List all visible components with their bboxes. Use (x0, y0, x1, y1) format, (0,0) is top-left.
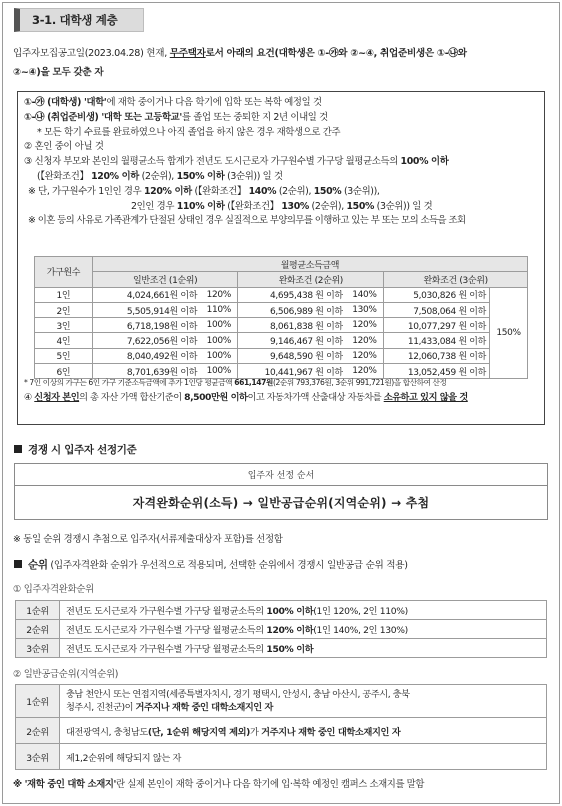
cond-2p-a: 2인인 경우 (131, 200, 177, 212)
rank-subtitle: (입주자격완화 순위가 우선적으로 적용되며, 선택한 순위에서 경쟁시 일반공급 순위 적용) (47, 560, 408, 571)
row-relax2: 4,695,438 원 이하 (238, 287, 346, 302)
cond-student-label: ①-㉮ (대학생) '대학' (24, 97, 107, 108)
square-bullet-icon (14, 560, 22, 568)
row-relax2-pct: 140% (346, 287, 384, 302)
row-relax2-pct: 120% (346, 348, 384, 363)
table-row (35, 333, 528, 348)
note-7-b: 661,147원 (234, 378, 273, 387)
cond-2p-c: (【완화조건】 (224, 200, 282, 212)
row-relax3: 13,052,459 원 이하 (384, 364, 490, 379)
table-row (16, 601, 547, 620)
campus-footnote (13, 776, 424, 790)
cond-jobseeker (24, 111, 538, 126)
cond-income-relax (24, 170, 538, 185)
cond-student (24, 96, 538, 111)
rank-desc-b: 120% 이하 (266, 625, 314, 636)
row-general: 4,024,661원 이하 (92, 287, 200, 302)
cond-2p-g: (3순위)) 일 것 (374, 200, 433, 212)
row-relax2: 9,648,590 원 이하 (238, 348, 346, 363)
cond-jobseeker-text: 를 졸업 또는 중퇴한 지 2년 이내일 것 (181, 111, 328, 123)
cond-income-pct: 100% 이하 (400, 156, 449, 168)
intro-text-3: 로서 아래의 요건(대학생은 ①-㉮와 ②~④, 취업준비생은 ①-㉯와 (205, 48, 467, 59)
rank-label: 1순위 (16, 685, 60, 718)
income-table (34, 256, 528, 379)
row-size: 2인 (35, 302, 93, 317)
header-household: 가구원수 (35, 257, 93, 288)
rank1-line1: 충남 천안시 또는 연접지역(세종특별자치시, 경기 평택시, 안성시, 충남 아산시, 공주시, 충북 (66, 689, 410, 700)
rank-heading (14, 557, 408, 572)
table-row (16, 744, 547, 770)
rank-label: 2순위 (16, 718, 60, 744)
note-7-a: * 7인 이상의 가구는 6인 가구 기준소득금액에 추가 1인당 평균금액 (24, 378, 235, 387)
income-header-row (35, 257, 528, 272)
rank-desc-b: 150% 이하 (266, 644, 314, 655)
rank-label: 3순위 (16, 639, 60, 658)
row-general-pct: 100% (200, 318, 238, 333)
cond-relax-e: (3순위)) 일 것 (224, 170, 283, 182)
row-general-pct: 120% (200, 287, 238, 302)
header-relax2: 완화조건 (2순위) (238, 272, 384, 287)
table-row (16, 685, 547, 718)
table-row (35, 348, 528, 363)
table-notes (24, 376, 544, 406)
row-general: 8,701,639원 이하 (92, 364, 200, 379)
cond-assets (24, 390, 544, 406)
qual-rank-table (15, 600, 547, 658)
row-relax2: 9,146,467 원 이하 (238, 333, 346, 348)
rank-desc-b: 100% 이하 (266, 606, 314, 617)
selection-order-label: 입주자 선정 순서 (15, 464, 548, 486)
row-relax2-pct: 120% (346, 318, 384, 333)
row-size: 1인 (35, 287, 93, 302)
intro-homeless: 무주택자 (169, 48, 206, 59)
row-general: 8,040,492원 이하 (92, 348, 200, 363)
intro-text-1: 입주자모집공고일(2023.04.28) 현재, (13, 48, 170, 59)
row-size: 6인 (35, 364, 93, 379)
eligibility-intro (13, 44, 551, 82)
selection-order-value: 자격완화순위(소득) → 일반공급순위(지역순위) → 추첨 (15, 486, 548, 520)
header-general: 일반조건 (1순위) (92, 272, 238, 287)
row-size: 5인 (35, 348, 93, 363)
rank-desc-c: (1인 140%, 2인 130%) (313, 625, 408, 636)
row-general: 7,622,056원 이하 (92, 333, 200, 348)
competition-title: 경쟁 시 입주자 선정기준 (28, 444, 137, 456)
cond-student-text: 에 재학 중이거나 다음 학기에 입학 또는 복학 예정일 것 (106, 97, 322, 108)
rank-desc (60, 685, 547, 718)
rank2-c: 가 (250, 726, 262, 738)
rank-desc (60, 718, 547, 744)
cond-unmarried: ② 혼인 중이 아닐 것 (24, 141, 104, 153)
asset-e: 이고 자동차가액 산출대상 자동차를 (247, 392, 384, 403)
row-general: 5,505,914원 이하 (92, 302, 200, 317)
rank1-line2 (66, 701, 540, 714)
rank-desc-a: 전년도 도시근로자 가구원수별 가구당 월평균소득의 (66, 625, 267, 636)
section-title: 3-1. 대학생 계층 (14, 8, 144, 32)
cond-2p-b: 110% 이하 (176, 200, 225, 212)
table-row (35, 302, 528, 317)
row-size: 3인 (35, 318, 93, 333)
cond-relax-a: (【완화조건】 (37, 170, 92, 182)
cond-1p-c: (【완화조건】 (191, 185, 249, 197)
cond-income-text: ③ 신청자 부모와 본인의 월평균소득 합계가 전년도 도시근로자 가구원수별 가구당 월평균소득의 (24, 156, 401, 168)
rank-label: 1순위 (16, 601, 60, 620)
rank-desc (60, 639, 547, 658)
cond-note-semester: * 모든 학기 수료를 완료하였으나 아직 졸업을 하지 않은 경우 재학생으로 간주 (37, 126, 341, 138)
row-relax3: 10,077,297 원 이하 (384, 318, 490, 333)
rank-desc-c: (1인 120%, 2인 110%) (313, 606, 408, 617)
row-relax2: 10,441,967 원 이하 (238, 364, 346, 379)
row-size: 4인 (35, 333, 93, 348)
rank-desc (60, 620, 547, 639)
same-rank-note: ※ 동일 순위 경쟁시 추첨으로 입주자(서류제출대상자 포함)를 선정함 (13, 534, 283, 545)
qual-rank-title: ① 입주자격완화순위 (13, 584, 94, 595)
general-rank-table (15, 684, 547, 770)
cond-jobseeker-label: ①-㉯ (취업준비생) '대학 또는 고등학교' (24, 111, 182, 123)
cond-relax-d: 150% 이하 (176, 170, 225, 182)
cond-divorce-note: ※ 이혼 등의 사유로 가족관계가 단절된 상태인 경우 실질적으로 부양의무를 이행하고 있는 부 또는 모의 소득을 조회 (28, 215, 466, 227)
rank2-a: 대전광역시, 충청남도 (66, 726, 148, 738)
rank1-line2b: 거주지나 재학 중인 대학소재지인 자 (135, 702, 273, 713)
row-general-pct: 100% (200, 348, 238, 363)
table-row (16, 620, 547, 639)
row-general-pct: 100% (200, 333, 238, 348)
row-relax2-pct: 130% (346, 302, 384, 317)
row-general-pct: 100% (200, 364, 238, 379)
conditions-box (17, 91, 545, 425)
cond-1p-f: 150% (313, 185, 342, 197)
cond-one-person (24, 185, 538, 200)
cond-1p-g: (3순위)), (341, 185, 380, 197)
row-general: 6,718,198원 이하 (92, 318, 200, 333)
rank-title: 순위 (28, 559, 48, 571)
rank2-b: (단, 1순위 해당지역 제외) (147, 726, 251, 738)
cond-relax-c: (2순위), (139, 170, 177, 182)
note-seven-plus (24, 376, 544, 390)
asset-b: 신청자 본인 (34, 392, 80, 403)
square-bullet-icon (14, 445, 22, 453)
note-7-c: (2순위 793,376원, 3순위 991,721원)을 합산하여 산정 (272, 378, 447, 387)
rank-label: 3순위 (16, 744, 60, 770)
selection-order-table (14, 463, 548, 520)
rank1-line2a: 청주시, 진천군)이 (66, 702, 136, 713)
footnote-term: ※ '재학 중인 대학 소재지' (13, 779, 117, 790)
cond-1p-e: (2순위), (276, 185, 314, 197)
row-relax2-pct: 120% (346, 333, 384, 348)
income-subheader-row (35, 272, 528, 287)
table-row (35, 287, 528, 302)
row-relax2: 8,061,838 원 이하 (238, 318, 346, 333)
rank2-d: 거주지나 재학 중인 대학소재지인 자 (261, 726, 401, 738)
row-relax3: 12,060,738 원 이하 (384, 348, 490, 363)
table-row (16, 718, 547, 744)
asset-a: ④ (24, 392, 35, 403)
cond-1p-b: 120% 이하 (143, 185, 192, 197)
header-income: 월평균소득금액 (92, 257, 527, 272)
asset-f: 소유하고 있지 않을 것 (383, 392, 468, 403)
cond-2p-f: 150% (346, 200, 375, 212)
row-relax3: 5,030,826 원 이하 (384, 287, 490, 302)
table-row (35, 318, 528, 333)
row-relax2-pct: 120% (346, 364, 384, 379)
row-general-pct: 110% (200, 302, 238, 317)
rank-desc (60, 601, 547, 620)
row-relax3: 11,433,084 원 이하 (384, 333, 490, 348)
table-row (16, 639, 547, 658)
cond-relax-b: 120% 이하 (91, 170, 140, 182)
rank-desc-a: 전년도 도시근로자 가구원수별 가구당 월평균소득의 (66, 606, 267, 617)
relax3-pct: 150% (490, 287, 528, 379)
cond-1p-d: 140% (248, 185, 277, 197)
cond-1p-a: ※ 단, 가구원수가 1인인 경우 (28, 185, 144, 197)
asset-c: 의 총 자산 가액 합산기준이 (79, 392, 185, 403)
footnote-text: 란 실제 본인이 재학 중이거나 다음 학기에 입·복학 예정인 캠퍼스 소재지를 말함 (116, 779, 424, 790)
rank-desc: 제1,2순위에 해당되지 않는 자 (60, 744, 547, 770)
rank-label: 2순위 (16, 620, 60, 639)
rank-desc-a: 전년도 도시근로자 가구원수별 가구당 월평균소득의 (66, 644, 267, 655)
row-relax3: 7,508,064 원 이하 (384, 302, 490, 317)
cond-two-person (24, 200, 538, 215)
general-rank-title: ② 일반공급순위(지역순위) (13, 669, 119, 680)
row-relax2: 6,506,989 원 이하 (238, 302, 346, 317)
header-relax3: 완화조건 (3순위) (384, 272, 528, 287)
intro-text-4: ②~④)을 모두 갖춘 자 (13, 67, 104, 78)
cond-income (24, 155, 538, 170)
cond-2p-d: 130% (281, 200, 309, 212)
cond-2p-e: (2순위), (308, 200, 347, 212)
competition-heading (14, 442, 137, 457)
asset-d: 8,500만원 이하 (184, 392, 248, 403)
